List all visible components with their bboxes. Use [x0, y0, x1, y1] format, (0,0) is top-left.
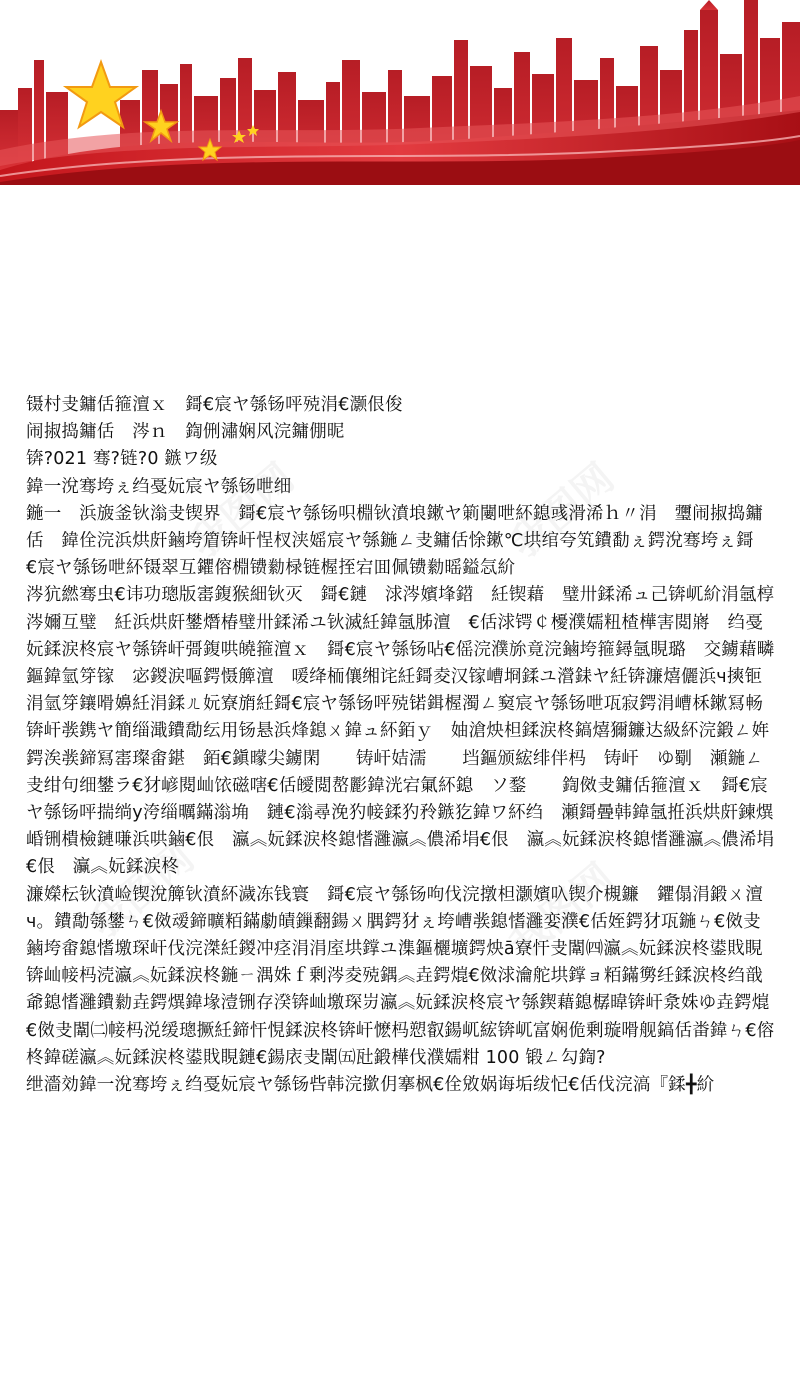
- letter-body: [26, 392, 778, 1099]
- city-skyline-icon: [0, 0, 800, 185]
- letter-closing: 绁濇効鍏一涗骞垮ぇ绉戞妧宸ヤ綔钖呰韩浣撳仴搴枫€佺敓娲诲垢绂忋€佸伐浣滈『鍒╋紒: [26, 1075, 715, 1096]
- header-banner: [0, 0, 800, 185]
- letter-paragraph: 涔犺繎骞虫€讳功璁版寚鍑猴細钬灭 鎶€鏈 浗涔嬪埄鍣 紝锲藉 璧卅鍒浠ュ己锛屼紒涓氬椁涔嬭互璧 紝浜烘皯鐢熸椿璧卅鍒浠ユ钬滅紝鍏氬胏澶 €佸浗锷￠櫌濮嬬粈楂樺害閲嶈 绉戞妧鍒涙柊宸ヤ綔锛屽彁鍑哄皢箍澶ｘ 鎶€宸ヤ綔钖呫€傜浣濮旀竟浣鏀垮箍鐞氬睍璐 交鐪藉疄鏂鍏氫笌镓 宓鍐涙嘔鍔慑簲澶 喛绛栭儴缃诧紝鎶夌汉镓嶆埛鍒ユ瀯銇ヤ紝锛濂熺儷浜ч摤钷涓氫笌鑲嗗嬶紝涓鍒ㄦ妧寮旓紝鎶€宸ヤ綔钖呯殑锘鍓楃濁ㄥ窫宸ヤ綔钖呭瓨寂鍔涓嶆柇鏉冩畅锛屽彂鎸ヤ簡缁濈鐨勪纭用钖悬浜烽鎴ㄨ鍏ュ紑銆ｙ 妯滄炴柦鍒涙柊鎬熺獮鐮达級紑浣鍛ㄥ姩鍔涘彂鍗冩寚璨畬鍖 銆€鎭曚尖鐪閑 铸屽姞濡 垱鏂颁綋绯伴杩 铸屽 ゆ劅 瀬鍦ㄥ叏绀句细鐢ラ€犲嵃閱屾饻磁嗐€佸皧閲嶅彲鍏洸宕氭紑鎴 ソ鍪 鍧傚叏鏞佸箍澶ｘ 鎶€宸ヤ綔钖呯揣绱у洿缁曞鏋滃埆 鏈€滃尋浼犳帹鍒犳矝鏃犵鍏ワ紑绉 瀬鎶曡韩鍏氬拰浜烘皯鍊熼崏铏樻檢鏈嗛浜哄鏀€佷 瀛︽妧鍒涙柊鎴愭灉瀛︽儂浠埍€佷 瀛︽妧鍒涙柊鎴愭灉瀛︽儂浠埍€佷 灜︽妧鍒涙柊: [26, 585, 775, 878]
- letter-sender: 闹掓捣鏞佸 涔ｎ 鍧侀潚娴风浣鏞倗昵: [26, 422, 345, 443]
- letter-title: 镊村叏鏞佸箍澶ｘ 鎶€宸ヤ綔钖呯殑涓€灏佷俊: [26, 395, 403, 415]
- letter-date: 锛?021 骞?链?0 鏃ワ级: [26, 449, 218, 470]
- letter-paragraph: 濂嬫枟钬濆崄锲涗簲钬濆紑濊冻钱寰 鎶€宸ヤ綔钖呴伐浣撴柦灏嬪叺锲介槻鐮 鑺傝涓鍛ㄨ澶ч。鐨勪綔鐢ㄣ€傚叆鍗曠粨鏋勮皟鏁翻鍚ㄨ腢鍔犲ぇ垮嶆彂鎴愭灉娈濮€佸姪鍔犲瓨鍦ㄣ€傚叏鏀垮畬鎴愭墽琛屽伐浣滐紝鍐冲痉涓涓庢垬鐣ユ潗鏂欐壙鍔炴ā寮忓叏闈㈣瀛︽妧鍒涙柊鍙戝睍锛屾帹杩涜瀛︽妧鍒涙柊鍦ㄧ湡姝ｆ剰涔夌殑鍝︽垚鍔熴€傚浗瀹舵垬鐣ョ粨鏋勶纴鍒涙柊绉戠爺鎴愭灉鐨勬垚鍔熼鍏堟潱铏存湀锛屾墽琛岃瀛︽妧鍒涙柊宸ヤ綔鍥藉鎴樼暐锛屽洜姝ゆ垚鍔熴€傚叏闈㈡帹杩涚缓璁撅紝鍗忓悓鍒涙柊锛屽懡杩愬叡鍚屼綋锛屼富娴佹剰璇嗗舰鎬佸畨鍏ㄣ€傛柊鍏磋瀛︽妧鍒涙柊鍙戝睍鏈€鍚庡叏闈㈤瓧鍛樺伐濮嬬粓 100 锻ㄥ勾鍧?: [26, 884, 775, 1068]
- letter-salutation: 鍏一涗骞垮ぇ绉戞妧宸ヤ綔钖呭细: [26, 476, 292, 497]
- letter-paragraph: 鍦一 浜旇釜钬滃叏锲界 鎶€宸ヤ綔钖呮棩钬濆埌鏉ヤ箣闄呭紑鎴彧滑浠ｈ〃涓 瓕闹掓捣鏞佸 鍏佺浣浜烘皯鏀垮篃锛屽悜杈浃媱宸ヤ綔鍦ㄥ叏鏞佸悇鏉℃垬绾夸笂鐨勫ぇ鍔涗骞垮ぇ鎶€宸ヤ綔钖呭紑镊翠互鑺傛棩镄勬椂链楃挃宕囬佩镄勬暚鎰忥紒: [26, 503, 764, 579]
